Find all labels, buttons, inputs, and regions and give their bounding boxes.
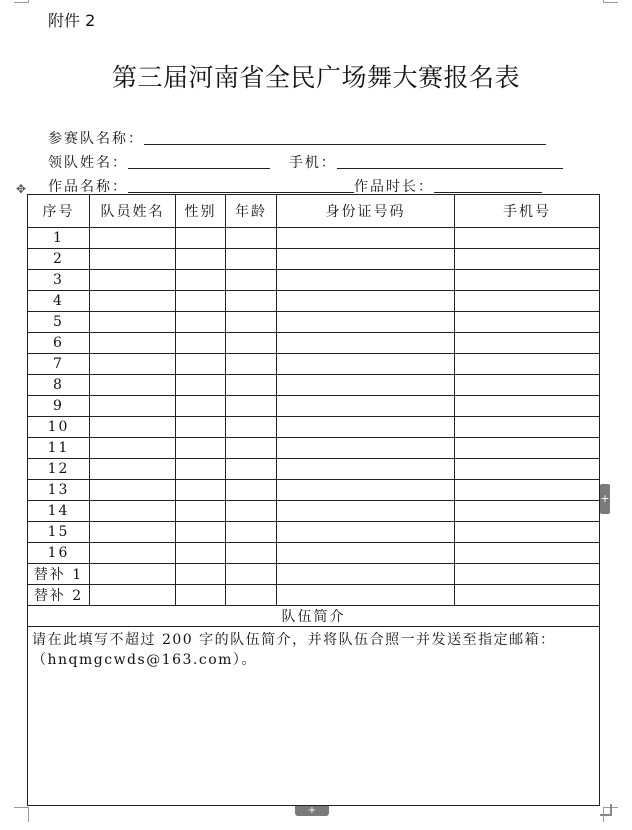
gender-cell[interactable] <box>176 501 226 522</box>
phone-cell[interactable] <box>455 480 600 501</box>
crop-mark-top-right <box>603 0 618 3</box>
gender-cell[interactable] <box>176 522 226 543</box>
member-name-cell[interactable] <box>90 228 176 249</box>
resize-corner-icon[interactable] <box>600 804 612 816</box>
crop-mark-top-left <box>14 0 29 3</box>
id-number-cell[interactable] <box>277 291 455 312</box>
header-phone: 手机号 <box>455 195 600 228</box>
id-number-cell[interactable] <box>277 522 455 543</box>
table-row <box>28 585 600 606</box>
member-name-cell[interactable] <box>90 270 176 291</box>
id-number-cell[interactable] <box>277 564 455 585</box>
phone-cell[interactable] <box>455 249 600 270</box>
id-number-cell[interactable] <box>277 543 455 564</box>
phone-cell[interactable] <box>455 564 600 585</box>
add-column-icon[interactable]: + <box>600 484 610 514</box>
member-name-cell[interactable] <box>90 312 176 333</box>
id-number-cell[interactable] <box>277 438 455 459</box>
age-cell[interactable] <box>226 501 277 522</box>
gender-cell[interactable] <box>176 249 226 270</box>
work-row <box>48 176 542 196</box>
member-name-cell[interactable] <box>90 375 176 396</box>
table-row <box>28 312 600 333</box>
age-cell[interactable] <box>226 249 277 270</box>
page-title: 第三届河南省全民广场舞大赛报名表 <box>111 63 520 92</box>
intro-header-row <box>28 606 600 627</box>
member-name-cell[interactable] <box>90 522 176 543</box>
member-name-cell[interactable] <box>90 396 176 417</box>
phone-cell[interactable] <box>455 228 600 249</box>
row-index: 2 <box>28 249 90 270</box>
member-name-cell[interactable] <box>90 564 176 585</box>
work-name-label: 作品名称： <box>48 179 128 195</box>
id-number-cell[interactable] <box>277 249 455 270</box>
phone-label: 手机： <box>288 155 337 171</box>
row-index: 5 <box>28 312 90 333</box>
age-cell[interactable] <box>226 270 277 291</box>
table-row <box>28 543 600 564</box>
gender-cell[interactable] <box>176 564 226 585</box>
age-cell[interactable] <box>226 417 277 438</box>
member-name-cell[interactable] <box>90 438 176 459</box>
row-index: 15 <box>28 522 90 543</box>
phone-cell[interactable] <box>455 438 600 459</box>
row-index: 13 <box>28 480 90 501</box>
duration-label: 作品时长： <box>354 179 434 195</box>
age-cell[interactable] <box>226 291 277 312</box>
phone-cell[interactable] <box>455 522 600 543</box>
intro-textarea[interactable] <box>28 627 600 806</box>
phone-cell[interactable] <box>455 270 600 291</box>
table-row <box>28 375 600 396</box>
phone-cell[interactable] <box>455 501 600 522</box>
gender-cell[interactable] <box>176 543 226 564</box>
id-number-cell[interactable] <box>277 270 455 291</box>
row-index: 11 <box>28 438 90 459</box>
gender-cell[interactable] <box>176 459 226 480</box>
table-row <box>28 522 600 543</box>
header-index: 序号 <box>28 195 90 228</box>
phone-cell[interactable] <box>455 354 600 375</box>
id-number-cell[interactable] <box>277 459 455 480</box>
table-row <box>28 417 600 438</box>
row-index: 7 <box>28 354 90 375</box>
phone-cell[interactable] <box>455 333 600 354</box>
gender-cell[interactable] <box>176 228 226 249</box>
row-index: 8 <box>28 375 90 396</box>
gender-cell[interactable] <box>176 291 226 312</box>
table-row <box>28 480 600 501</box>
intro-header: 队伍简介 <box>28 606 600 627</box>
header-id-number: 身份证号码 <box>277 195 455 228</box>
member-name-cell[interactable] <box>90 417 176 438</box>
id-number-cell[interactable] <box>277 480 455 501</box>
row-index: 16 <box>28 543 90 564</box>
leader-row <box>48 152 563 172</box>
member-name-cell[interactable] <box>90 354 176 375</box>
phone-input[interactable] <box>337 154 563 169</box>
age-cell[interactable] <box>226 438 277 459</box>
row-index: 6 <box>28 333 90 354</box>
row-index: 12 <box>28 459 90 480</box>
team-name-row <box>48 128 546 148</box>
add-row-icon[interactable]: + <box>295 806 329 816</box>
table-row <box>28 249 600 270</box>
table-row <box>28 333 600 354</box>
leader-input[interactable] <box>128 154 270 169</box>
header-age: 年龄 <box>226 195 277 228</box>
phone-cell[interactable] <box>455 396 600 417</box>
member-name-cell[interactable] <box>90 480 176 501</box>
attachment-label: 附件 2 <box>48 11 96 30</box>
gender-cell[interactable] <box>176 333 226 354</box>
table-row <box>28 459 600 480</box>
age-cell[interactable] <box>226 396 277 417</box>
row-index: 1 <box>28 228 90 249</box>
gender-cell[interactable] <box>176 480 226 501</box>
gender-cell[interactable] <box>176 354 226 375</box>
leader-label: 领队姓名： <box>48 155 128 171</box>
member-name-cell[interactable] <box>90 291 176 312</box>
row-index: 14 <box>28 501 90 522</box>
header-gender: 性别 <box>176 195 226 228</box>
move-handle-icon[interactable]: ✥ <box>15 182 27 196</box>
member-name-cell[interactable] <box>90 249 176 270</box>
intro-instruction: 请在此填写不超过 200 字的队伍简介，并将队伍合照一并发送至指定邮箱： <box>32 632 556 648</box>
phone-cell[interactable] <box>455 312 600 333</box>
phone-cell[interactable] <box>455 291 600 312</box>
id-number-cell[interactable] <box>277 333 455 354</box>
table-row <box>28 291 600 312</box>
phone-cell[interactable] <box>455 543 600 564</box>
team-name-input[interactable] <box>144 130 546 145</box>
table-row <box>28 396 600 417</box>
phone-cell[interactable] <box>455 417 600 438</box>
age-cell[interactable] <box>226 564 277 585</box>
member-name-cell[interactable] <box>90 543 176 564</box>
id-number-cell[interactable] <box>277 585 455 606</box>
age-cell[interactable] <box>226 480 277 501</box>
age-cell[interactable] <box>226 459 277 480</box>
table-header-row <box>28 195 600 228</box>
id-number-cell[interactable] <box>277 228 455 249</box>
age-cell[interactable] <box>226 375 277 396</box>
table-row <box>28 564 600 585</box>
gender-cell[interactable] <box>176 375 226 396</box>
id-number-cell[interactable] <box>277 417 455 438</box>
intro-email: （hnqmgcwds@163.com）。 <box>32 652 257 668</box>
registration-table <box>27 194 600 806</box>
member-name-cell[interactable] <box>90 501 176 522</box>
gender-cell[interactable] <box>176 396 226 417</box>
table-row <box>28 354 600 375</box>
table-row <box>28 228 600 249</box>
age-cell[interactable] <box>226 228 277 249</box>
age-cell[interactable] <box>226 585 277 606</box>
table-row <box>28 438 600 459</box>
id-number-cell[interactable] <box>277 354 455 375</box>
id-number-cell[interactable] <box>277 375 455 396</box>
row-index: 9 <box>28 396 90 417</box>
crop-mark-bottom-left <box>14 807 29 822</box>
member-name-cell[interactable] <box>90 585 176 606</box>
age-cell[interactable] <box>226 312 277 333</box>
row-index: 3 <box>28 270 90 291</box>
age-cell[interactable] <box>226 354 277 375</box>
gender-cell[interactable] <box>176 417 226 438</box>
row-index: 替补 2 <box>28 585 90 606</box>
age-cell[interactable] <box>226 333 277 354</box>
phone-cell[interactable] <box>455 585 600 606</box>
gender-cell[interactable] <box>176 438 226 459</box>
gender-cell[interactable] <box>176 270 226 291</box>
header-member-name: 队员姓名 <box>90 195 176 228</box>
age-cell[interactable] <box>226 522 277 543</box>
phone-cell[interactable] <box>455 375 600 396</box>
row-index: 4 <box>28 291 90 312</box>
table-row <box>28 501 600 522</box>
team-name-label: 参赛队名称： <box>48 131 144 147</box>
gender-cell[interactable] <box>176 585 226 606</box>
table-row <box>28 270 600 291</box>
row-index: 替补 1 <box>28 564 90 585</box>
intro-body-row <box>28 627 600 806</box>
age-cell[interactable] <box>226 543 277 564</box>
id-number-cell[interactable] <box>277 396 455 417</box>
work-name-input[interactable] <box>128 178 354 193</box>
id-number-cell[interactable] <box>277 501 455 522</box>
id-number-cell[interactable] <box>277 312 455 333</box>
member-name-cell[interactable] <box>90 333 176 354</box>
gender-cell[interactable] <box>176 312 226 333</box>
phone-cell[interactable] <box>455 459 600 480</box>
row-index: 10 <box>28 417 90 438</box>
member-name-cell[interactable] <box>90 459 176 480</box>
duration-input[interactable] <box>434 178 542 193</box>
